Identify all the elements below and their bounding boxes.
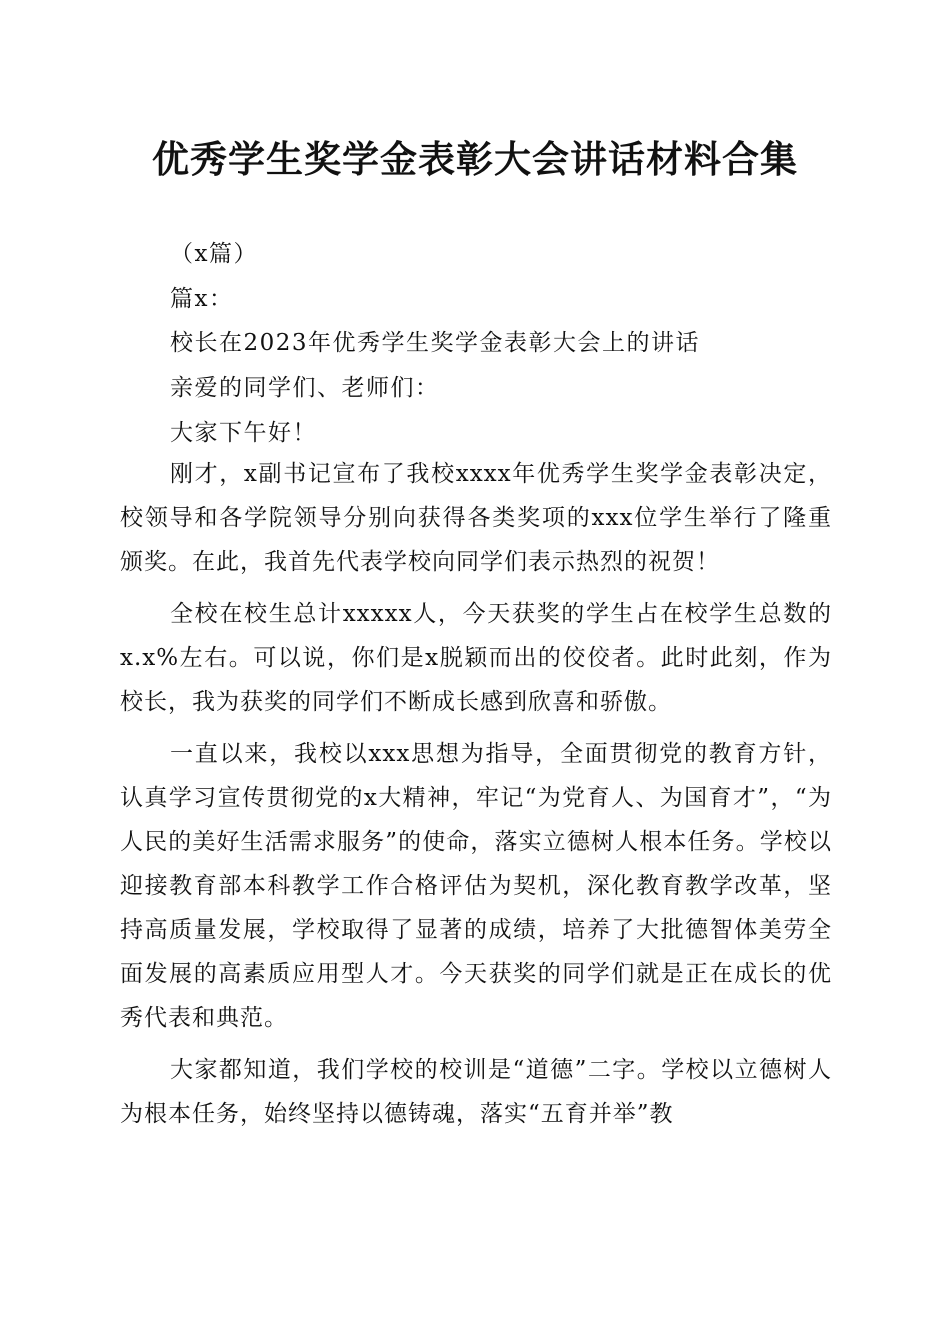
paragraph: 刚才，x副书记宣布了我校xxxx年优秀学生奖学金表彰决定，校领导和各学院领导分别向获得各类奖项的xxx位学生举行了隆重颁奖。在此，我首先代表学校向同学们表示热烈的祝贺！ bbox=[120, 461, 832, 575]
count-line: （x篇） bbox=[170, 241, 258, 267]
speech-body bbox=[120, 452, 832, 1144]
paragraph: 一直以来，我校以xxx思想为指导，全面贯彻党的教育方针，认真学习宣传贯彻党的x大精神，牢记“为党育人、为国育才”，“为人民的美好生活需求服务”的使命，落实立德树人根本任务。学校以迎接教育部本科教学工作合格评估为契机，深化教育教学改革，坚持高质量发展，学校取得了显著的成绩，培养了大批德智体美劳全面发展的高素质应用型人才。今天获奖的同学们就是正在成长的优秀代表和典范。 bbox=[120, 741, 832, 1031]
document-title: 优秀学生奖学金表彰大会讲话材料合集 bbox=[152, 138, 798, 181]
paragraph: 全校在校生总计xxxxx人，今天获奖的学生占在校学生总数的x.x%左右。可以说，你们是x脱颖而出的佼佼者。此时此刻，作为校长，我为获奖的同学们不断成长感到欣喜和骄傲。 bbox=[120, 601, 832, 715]
paragraph: 大家都知道，我们学校的校训是“道德”二字。学校以立德树人为根本任务，始终坚持以德铸魂，落实“五育并举”教 bbox=[120, 1057, 832, 1127]
salutation: 亲爱的同学们、老师们： bbox=[170, 375, 440, 401]
greeting: 大家下午好！ bbox=[170, 420, 317, 446]
speech-title: 校长在2023年优秀学生奖学金表彰大会上的讲话 bbox=[170, 330, 701, 356]
article-label: 篇x： bbox=[170, 286, 234, 312]
